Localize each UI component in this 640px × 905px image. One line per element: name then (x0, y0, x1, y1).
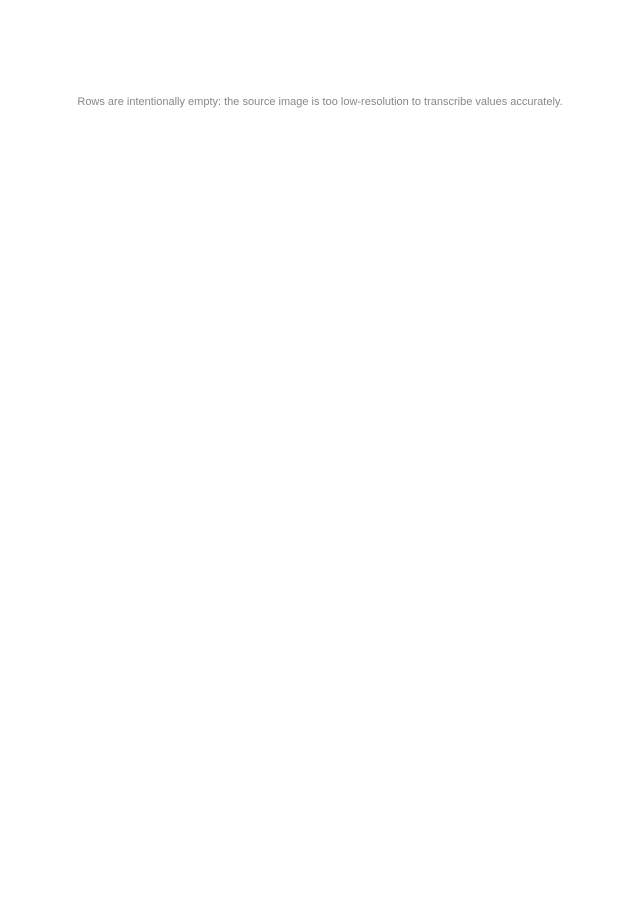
empty-state-note: Rows are intentionally empty: the source image is too low-resolution to transcribe values accurately. (77, 96, 563, 108)
